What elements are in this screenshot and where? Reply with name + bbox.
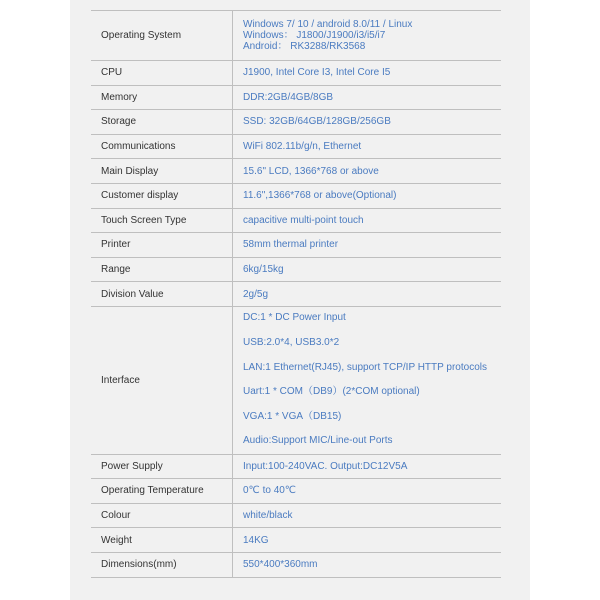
spec-row-weight xyxy=(91,528,501,553)
spec-label: Communications xyxy=(91,135,233,159)
spec-row-interface xyxy=(91,307,501,455)
spec-value-line: Windows 7/ 10 / android 8.0/11 / Linux xyxy=(243,19,413,30)
spec-label: Storage xyxy=(91,110,233,134)
spec-value-line: 11.6",1366*768 or above(Optional) xyxy=(243,190,397,202)
spec-value-line: 0℃ to 40℃ xyxy=(243,485,297,497)
spec-value xyxy=(233,553,501,577)
spec-value-line: WiFi 802.11b/g/n, Ethernet xyxy=(243,141,362,153)
spec-label: Range xyxy=(91,258,233,282)
spec-row-operating-temperature xyxy=(91,479,501,504)
spec-value xyxy=(233,479,501,503)
spec-value-line: 550*400*360mm xyxy=(243,559,318,571)
spec-label: Operating Temperature xyxy=(91,479,233,503)
spec-row-main-display xyxy=(91,159,501,184)
spec-row-memory xyxy=(91,86,501,111)
spec-label: Division Value xyxy=(91,282,233,306)
spec-row-customer-display xyxy=(91,184,501,209)
spec-row-operating-system xyxy=(91,11,501,61)
spec-value xyxy=(233,307,501,454)
spec-value xyxy=(233,135,501,159)
spec-value-line: 58mm thermal printer xyxy=(243,239,339,251)
spec-value-line: Windows： J1800/J1900/i3/i5/i7 xyxy=(243,30,386,41)
spec-value xyxy=(233,258,501,282)
spec-value-line: LAN:1 Ethernet(RJ45), support TCP/IP HTTP protocols xyxy=(243,361,487,373)
spec-label: Dimensions(mm) xyxy=(91,553,233,577)
spec-row-cpu xyxy=(91,61,501,86)
spec-value xyxy=(233,86,501,110)
spec-label: Touch Screen Type xyxy=(91,209,233,233)
spec-value-line: Android： RK3288/RK3568 xyxy=(243,41,366,52)
spec-value-line: Uart:1 * COM（DB9）(2*COM optional) xyxy=(243,386,420,398)
spec-value xyxy=(233,184,501,208)
spec-value-line: Audio:Support MIC/Line-out Ports xyxy=(243,435,393,447)
specification-table xyxy=(91,10,501,578)
spec-value xyxy=(233,455,501,479)
spec-value xyxy=(233,159,501,183)
spec-label: Printer xyxy=(91,233,233,257)
spec-value-line: 6kg/15kg xyxy=(243,264,284,276)
spec-label: Power Supply xyxy=(91,455,233,479)
spec-row-communications xyxy=(91,135,501,160)
spec-value xyxy=(233,282,501,306)
spec-label: Memory xyxy=(91,86,233,110)
spec-value xyxy=(233,233,501,257)
spec-value-line: Input:100-240VAC. Output:DC12V5A xyxy=(243,460,408,472)
spec-row-range xyxy=(91,258,501,283)
spec-value-line: 14KG xyxy=(243,534,269,546)
spec-value-line: VGA:1 * VGA（DB15) xyxy=(243,410,342,422)
spec-value-line: DDR:2GB/4GB/8GB xyxy=(243,91,334,103)
spec-value-line: 15.6" LCD, 1366*768 or above xyxy=(243,165,379,177)
spec-value-line: J1900, Intel Core I3, Intel Core I5 xyxy=(243,67,391,79)
spec-value xyxy=(233,110,501,134)
spec-row-storage xyxy=(91,110,501,135)
spec-row-touch-screen-type xyxy=(91,209,501,234)
spec-row-division-value xyxy=(91,282,501,307)
spec-row-dimensions xyxy=(91,553,501,578)
spec-label: Interface xyxy=(91,307,233,454)
spec-label: Colour xyxy=(91,504,233,528)
spec-value xyxy=(233,61,501,85)
spec-label: Customer display xyxy=(91,184,233,208)
spec-row-power-supply xyxy=(91,455,501,480)
spec-row-colour xyxy=(91,504,501,529)
spec-value-line: SSD: 32GB/64GB/128GB/256GB xyxy=(243,116,391,128)
spec-value-line: USB:2.0*4, USB3.0*2 xyxy=(243,337,340,349)
spec-value-line: 2g/5g xyxy=(243,288,269,300)
spec-label: Weight xyxy=(91,528,233,552)
spec-value xyxy=(233,209,501,233)
spec-value xyxy=(233,528,501,552)
spec-value-line: DC:1 * DC Power Input xyxy=(243,312,346,324)
spec-label: Operating System xyxy=(91,11,233,60)
spec-value-line: white/black xyxy=(243,510,293,522)
spec-row-printer xyxy=(91,233,501,258)
spec-value xyxy=(233,504,501,528)
spec-label: CPU xyxy=(91,61,233,85)
spec-value xyxy=(233,11,501,60)
spec-value-line: capacitive multi-point touch xyxy=(243,214,364,226)
spec-label: Main Display xyxy=(91,159,233,183)
